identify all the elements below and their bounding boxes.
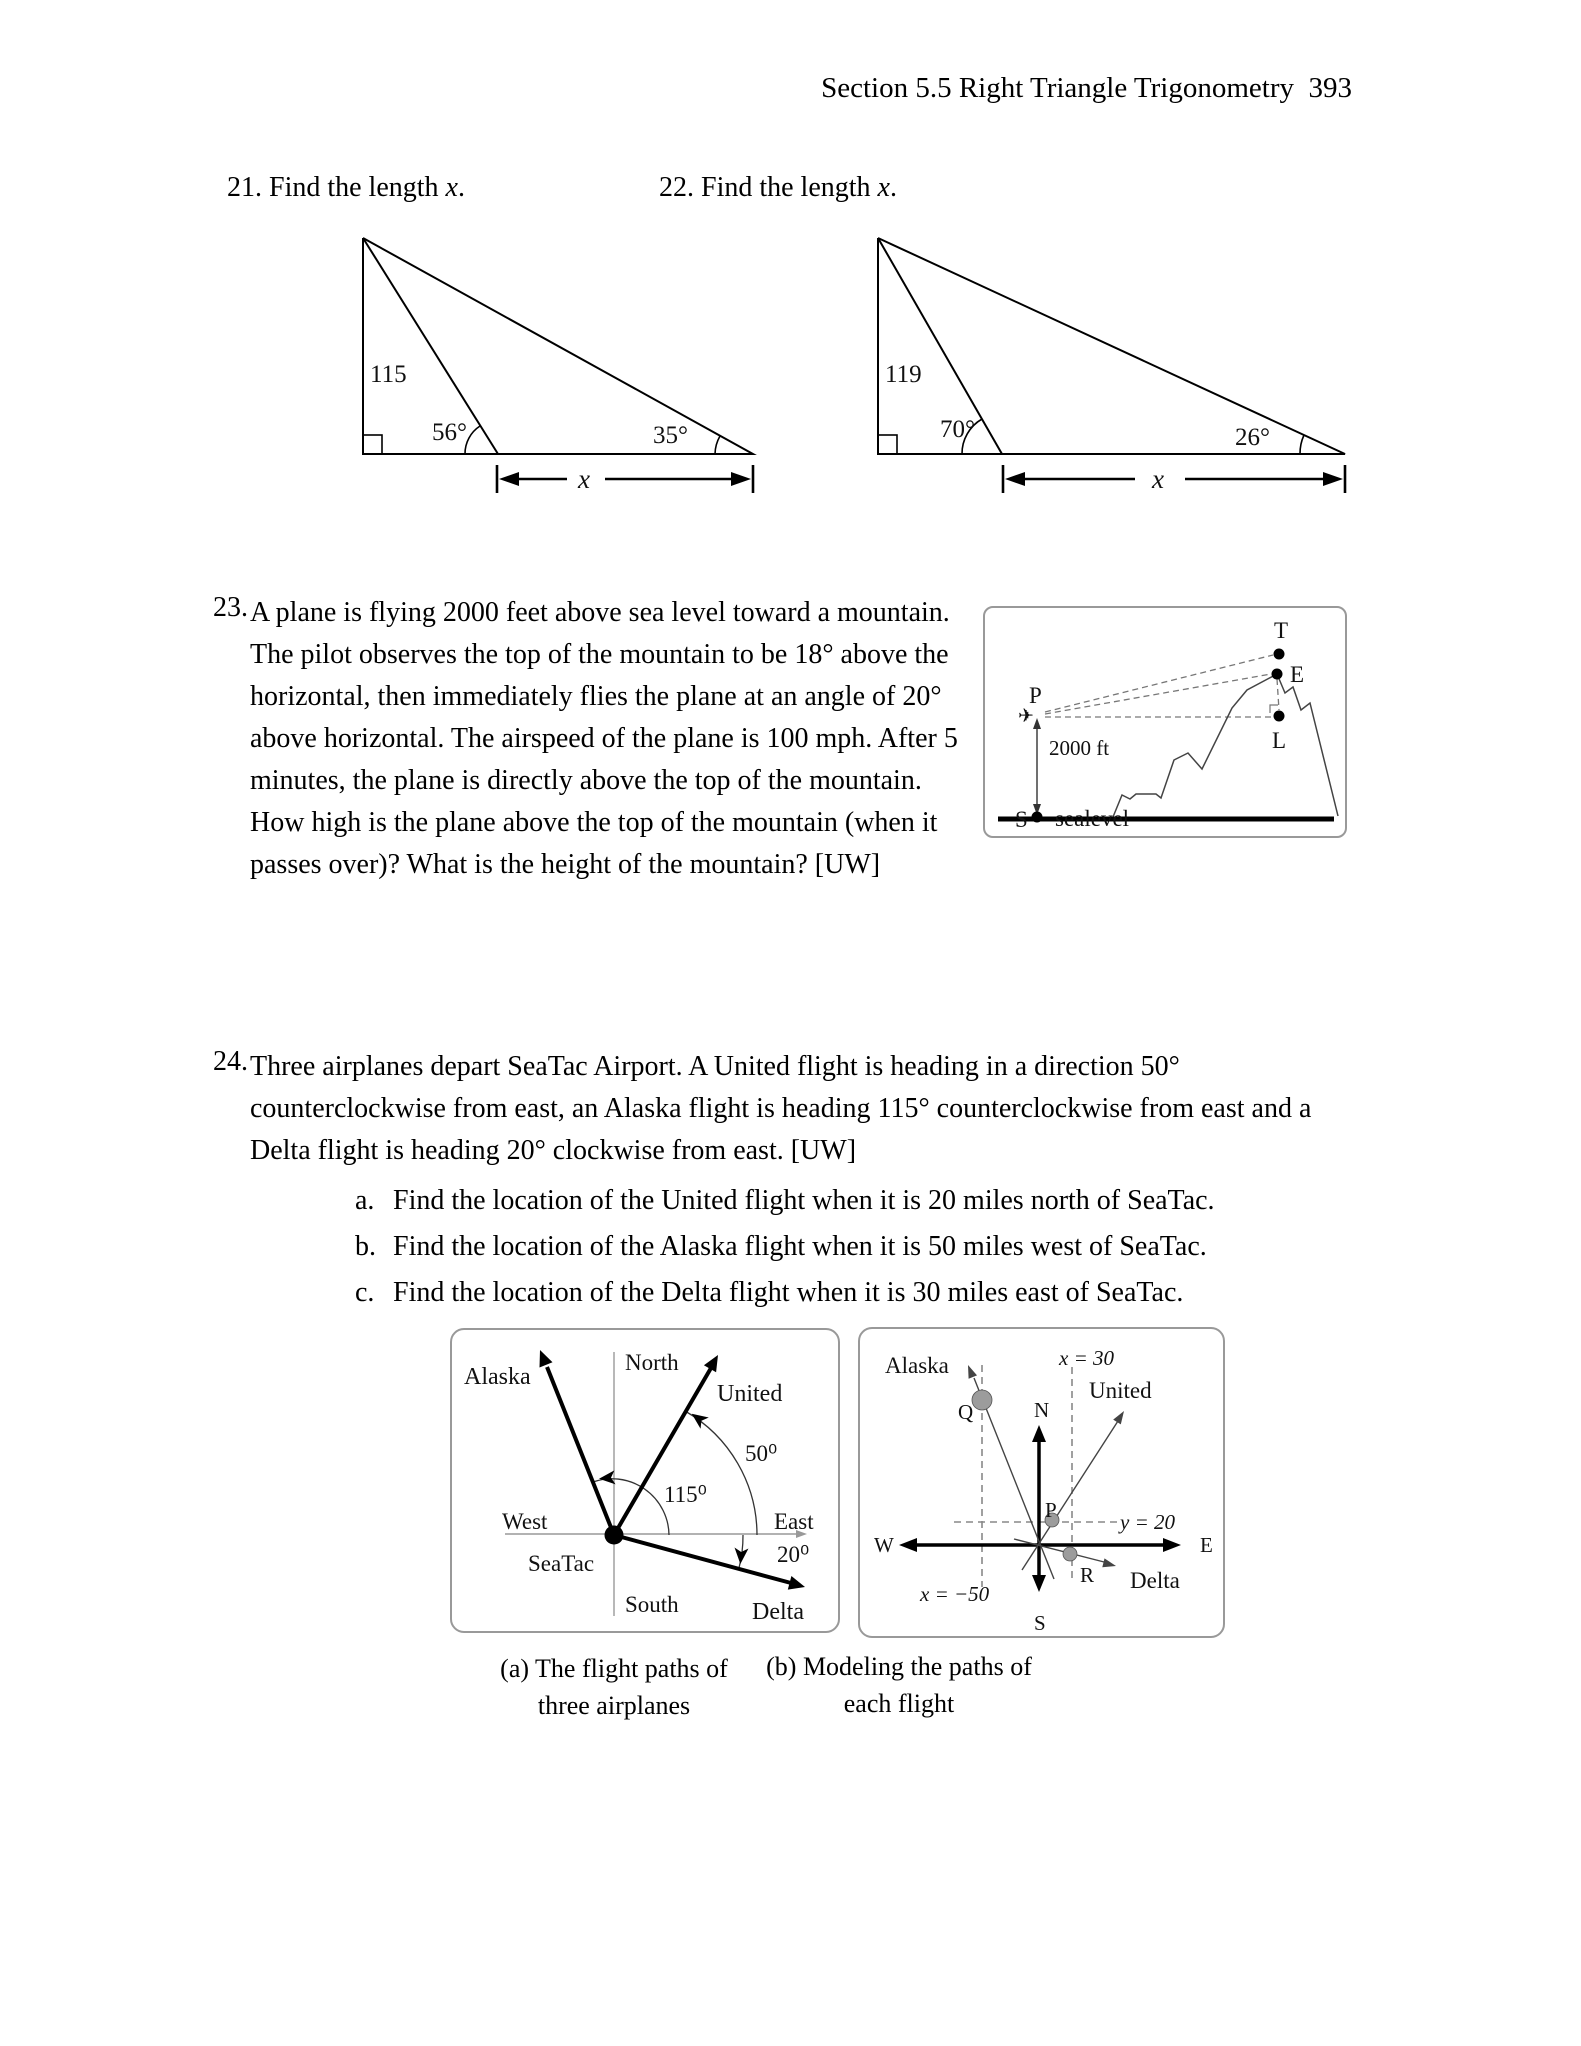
alaska-arrowhead <box>540 1350 553 1368</box>
item-a-label: a. <box>355 1185 375 1216</box>
problem-21-heading: 21. Find the length x. <box>227 172 465 203</box>
label-angle-50: 50⁰ <box>745 1441 778 1466</box>
label-alaska: Alaska <box>464 1364 531 1390</box>
label-r: R <box>1080 1563 1095 1587</box>
side-119-label: 119 <box>885 361 922 388</box>
axes <box>915 1439 1165 1578</box>
alaska-arrow <box>547 1367 614 1535</box>
point-e-dot <box>1272 669 1283 680</box>
label-north: North <box>625 1350 679 1375</box>
label-w: W <box>874 1533 894 1557</box>
point-l-dot <box>1274 711 1285 722</box>
problem-23-number: 23. <box>213 592 248 623</box>
triangle-22-figure <box>640 182 1360 502</box>
figure-b-box <box>858 1327 1225 1638</box>
delta-arrow <box>614 1535 791 1583</box>
label-west: West <box>502 1509 548 1534</box>
right-angle-mark <box>878 435 897 454</box>
label-alaska: Alaska <box>885 1353 949 1378</box>
item-c-label: c. <box>355 1277 375 1308</box>
dim-x-label: x <box>1152 464 1164 494</box>
problem-22-number: 22. <box>659 172 694 203</box>
label-united: United <box>717 1381 783 1407</box>
label-e: E <box>1200 1533 1213 1557</box>
label-y20: y = 20 <box>1120 1510 1175 1534</box>
flight-paths-diagram <box>452 1330 838 1631</box>
alaska-line-arrowhead <box>968 1365 977 1379</box>
label-angle-20: 20⁰ <box>777 1542 810 1567</box>
north-arrowhead <box>1032 1425 1046 1442</box>
item-b-label: b. <box>355 1231 376 1262</box>
problem-24-number: 24. <box>213 1046 248 1077</box>
mountain-diagram <box>985 608 1345 836</box>
label-delta: Delta <box>1130 1568 1180 1593</box>
right-angle-mark <box>363 435 382 454</box>
dimension-x-22 <box>1003 465 1345 493</box>
south-arrowhead <box>1032 1575 1046 1592</box>
mountain-figure-box <box>983 606 1347 838</box>
problem-22-heading: 22. Find the length x. <box>659 172 897 203</box>
angle-26-label: 26° <box>1235 424 1270 451</box>
problem-24-items <box>250 1178 1363 1316</box>
item-a-text: Find the location of the United flight when it is 20 miles north of SeaTac. <box>393 1185 1215 1216</box>
plane-icon: ✈ <box>1018 706 1034 727</box>
problem-23-text: A plane is flying 2000 feet above sea level toward a mountain. The pilot observes the top of the mountain to be 18° above the horizontal, then immediately flies the plane at an angle of 20° above horizontal. The airspeed of the plane is 100 mph. After 5 minutes, the plane is directly above the top of the mountain. How high is the plane above the top of the mountain (when it passes over)? What is the height of the mountain? [UW] <box>250 597 958 880</box>
label-sealevel: sealevel <box>1055 806 1130 831</box>
dim-arrow-left <box>499 472 519 486</box>
label-p: P <box>1045 1498 1057 1522</box>
label-t: T <box>1274 618 1289 643</box>
point-r-dot <box>1063 1547 1077 1561</box>
dim-x-label: x <box>578 464 590 494</box>
label-united: United <box>1089 1378 1152 1403</box>
west-arrowhead <box>899 1538 917 1552</box>
united-line-arrowhead <box>1113 1411 1124 1424</box>
label-seatac: SeaTac <box>528 1551 595 1576</box>
item-b-text: Find the location of the Alaska flight when it is 50 miles west of SeaTac. <box>393 1231 1207 1262</box>
label-xm50: x = −50 <box>920 1582 990 1606</box>
problem-21-number: 21. <box>227 172 262 203</box>
sight-lines <box>1045 655 1279 717</box>
list-item <box>355 1178 1363 1224</box>
angle-arc-56 <box>465 426 480 454</box>
seatac-dot <box>605 1526 624 1545</box>
label-e: E <box>1290 662 1305 687</box>
label-delta: Delta <box>752 1599 804 1625</box>
problem-24-text: Three airplanes depart SeaTac Airport. A United flight is heading in a direction 50° counterclockwise from east, an Alaska flight is heading 115° counterclockwise from east and a Delta flight is heading 20° clockwise from east. [UW] <box>250 1051 1312 1166</box>
figure-a-box <box>450 1328 840 1633</box>
model-paths-diagram <box>860 1329 1223 1636</box>
list-item <box>355 1224 1363 1270</box>
mountain-figure-wrap <box>963 592 1363 858</box>
label-2000ft: 2000 ft <box>1049 736 1110 760</box>
page-header: Section 5.5 Right Triangle Trigonometry 393 <box>821 72 1352 104</box>
item-c-text: Find the location of the Delta flight when it is 30 miles east of SeaTac. <box>393 1277 1184 1308</box>
problem-23 <box>250 592 1363 886</box>
delta-line-arrowhead <box>1102 1558 1116 1567</box>
east-arrowhead <box>1163 1538 1181 1552</box>
point-s-dot <box>1032 812 1043 823</box>
dim-arrow-right <box>1323 472 1343 486</box>
label-n: N <box>1034 1398 1050 1422</box>
label-x30: x = 30 <box>1059 1346 1114 1370</box>
delta-arrowhead <box>788 1576 805 1590</box>
label-s: S <box>1015 807 1028 832</box>
angle-70-label: 70° <box>940 416 975 443</box>
label-p: P <box>1029 683 1042 708</box>
dim-arrow-left <box>1005 472 1025 486</box>
side-115-label: 115 <box>370 361 407 388</box>
label-s: S <box>1034 1611 1046 1635</box>
label-angle-115: 115⁰ <box>664 1482 707 1507</box>
point-t-dot <box>1274 649 1285 660</box>
label-q: Q <box>958 1400 974 1424</box>
label-east: East <box>774 1509 814 1534</box>
angle-56-label: 56° <box>432 419 467 446</box>
angle-35-label: 35° <box>653 422 688 449</box>
point-q-dot <box>972 1390 992 1410</box>
figure-b-caption: (b) Modeling the paths of each flight <box>766 1652 1032 1718</box>
angle-arc-26 <box>1300 435 1304 454</box>
altitude-arrow-up <box>1033 718 1041 729</box>
label-l: L <box>1272 728 1287 753</box>
label-south: South <box>625 1592 679 1617</box>
list-item <box>355 1270 1363 1316</box>
figure-a-caption: (a) The flight paths of three airplanes <box>500 1654 728 1720</box>
problem-24 <box>250 1046 1363 1316</box>
arc-50 <box>685 1411 757 1535</box>
